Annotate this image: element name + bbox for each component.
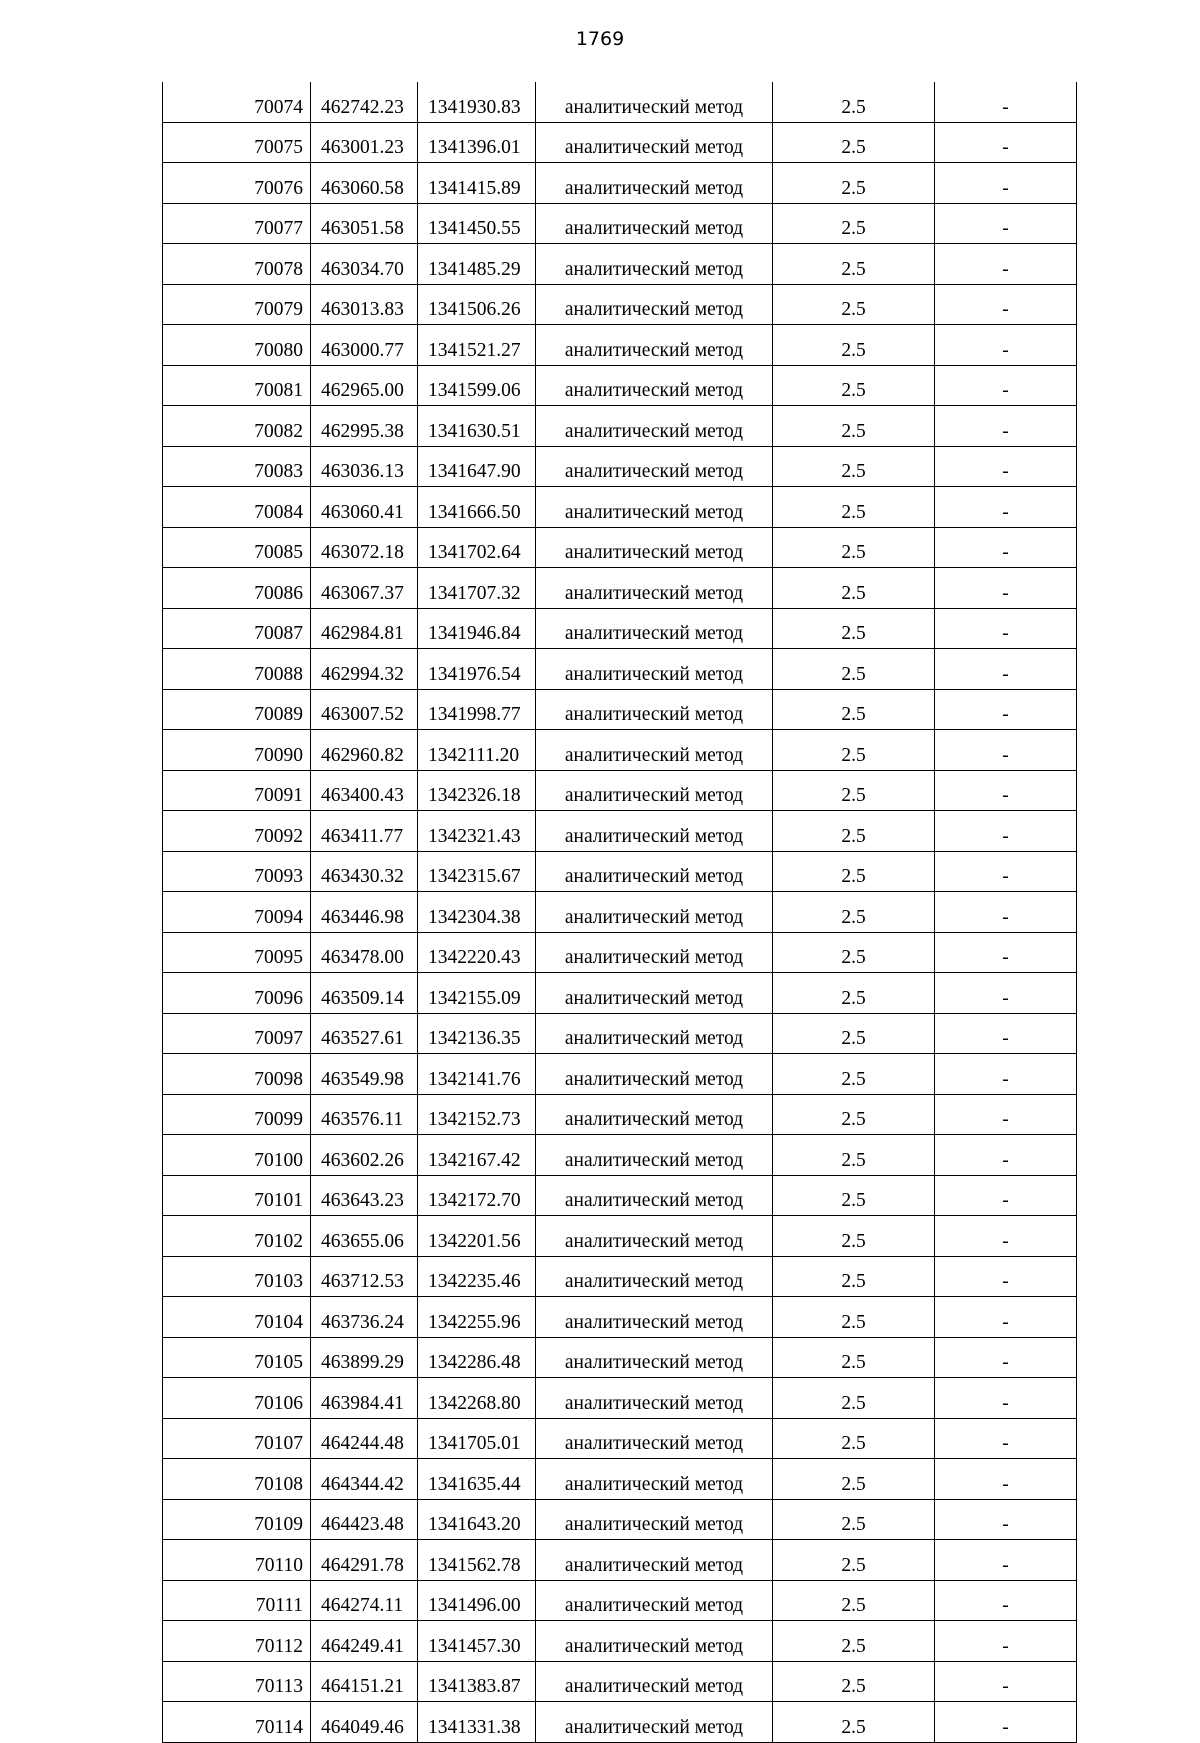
description-cell: - [935,892,1077,933]
table-row [163,811,1077,852]
point-number-cell: 70085 [163,527,311,568]
table-row [163,325,1077,366]
accuracy-cell: 2.5 [773,1135,935,1176]
table-row [163,203,1077,244]
accuracy-cell: 2.5 [773,1216,935,1257]
point-number-cell: 70089 [163,689,311,730]
accuracy-cell: 2.5 [773,325,935,366]
accuracy-cell: 2.5 [773,1540,935,1581]
description-cell: - [935,1378,1077,1419]
table-row [163,406,1077,447]
y-coordinate-cell: 1341946.84 [418,608,536,649]
description-cell: - [935,689,1077,730]
accuracy-cell: 2.5 [773,1013,935,1054]
x-coordinate-cell: 463411.77 [311,811,418,852]
method-cell: аналитический метод [536,1013,773,1054]
description-cell: - [935,365,1077,406]
description-cell: - [935,1175,1077,1216]
description-cell: - [935,1459,1077,1500]
description-cell: - [935,851,1077,892]
description-cell: - [935,203,1077,244]
method-cell: аналитический метод [536,1621,773,1662]
method-cell: аналитический метод [536,1418,773,1459]
accuracy-cell: 2.5 [773,1418,935,1459]
table-row [163,1540,1077,1581]
point-number-cell: 70082 [163,406,311,447]
x-coordinate-cell: 463478.00 [311,932,418,973]
point-number-cell: 70113 [163,1661,311,1702]
point-number-cell: 70095 [163,932,311,973]
description-cell: - [935,932,1077,973]
method-cell: аналитический метод [536,892,773,933]
x-coordinate-cell: 463034.70 [311,244,418,285]
point-number-cell: 70106 [163,1378,311,1419]
y-coordinate-cell: 1342136.35 [418,1013,536,1054]
y-coordinate-cell: 1342152.73 [418,1094,536,1135]
accuracy-cell: 2.5 [773,163,935,204]
description-cell: - [935,82,1077,122]
method-cell: аналитический метод [536,1337,773,1378]
description-cell: - [935,608,1077,649]
x-coordinate-cell: 463400.43 [311,770,418,811]
y-coordinate-cell: 1342201.56 [418,1216,536,1257]
accuracy-cell: 2.5 [773,730,935,771]
table-row [163,1580,1077,1621]
table-row [163,1378,1077,1419]
x-coordinate-cell: 464291.78 [311,1540,418,1581]
table-row [163,1661,1077,1702]
y-coordinate-cell: 1341643.20 [418,1499,536,1540]
method-cell: аналитический метод [536,82,773,122]
method-cell: аналитический метод [536,1378,773,1419]
table-row [163,527,1077,568]
y-coordinate-cell: 1342155.09 [418,973,536,1014]
y-coordinate-cell: 1341666.50 [418,487,536,528]
y-coordinate-cell: 1342235.46 [418,1256,536,1297]
description-cell: - [935,649,1077,690]
x-coordinate-cell: 463527.61 [311,1013,418,1054]
table-row [163,365,1077,406]
x-coordinate-cell: 463655.06 [311,1216,418,1257]
accuracy-cell: 2.5 [773,1499,935,1540]
y-coordinate-cell: 1342220.43 [418,932,536,973]
accuracy-cell: 2.5 [773,1297,935,1338]
method-cell: аналитический метод [536,932,773,973]
accuracy-cell: 2.5 [773,1580,935,1621]
description-cell: - [935,973,1077,1014]
method-cell: аналитический метод [536,1580,773,1621]
method-cell: аналитический метод [536,1135,773,1176]
point-number-cell: 70086 [163,568,311,609]
point-number-cell: 70107 [163,1418,311,1459]
point-number-cell: 70109 [163,1499,311,1540]
method-cell: аналитический метод [536,1459,773,1500]
y-coordinate-cell: 1341415.89 [418,163,536,204]
point-number-cell: 70083 [163,446,311,487]
description-cell: - [935,122,1077,163]
page-number: 1769 [575,28,625,50]
table-row [163,568,1077,609]
description-cell: - [935,325,1077,366]
y-coordinate-cell: 1341707.32 [418,568,536,609]
description-cell: - [935,1135,1077,1176]
method-cell: аналитический метод [536,1054,773,1095]
x-coordinate-cell: 462984.81 [311,608,418,649]
point-number-cell: 70103 [163,1256,311,1297]
description-cell: - [935,568,1077,609]
accuracy-cell: 2.5 [773,122,935,163]
x-coordinate-cell: 463060.41 [311,487,418,528]
method-cell: аналитический метод [536,1661,773,1702]
coordinates-table-body [163,82,1077,1742]
table-row [163,1621,1077,1662]
description-cell: - [935,1702,1077,1743]
description-cell: - [935,1337,1077,1378]
description-cell: - [935,1297,1077,1338]
point-number-cell: 70081 [163,365,311,406]
y-coordinate-cell: 1342141.76 [418,1054,536,1095]
table-row [163,1216,1077,1257]
point-number-cell: 70110 [163,1540,311,1581]
point-number-cell: 70077 [163,203,311,244]
accuracy-cell: 2.5 [773,1661,935,1702]
x-coordinate-cell: 464344.42 [311,1459,418,1500]
method-cell: аналитический метод [536,1094,773,1135]
x-coordinate-cell: 463001.23 [311,122,418,163]
point-number-cell: 70074 [163,82,311,122]
point-number-cell: 70092 [163,811,311,852]
table-row [163,122,1077,163]
x-coordinate-cell: 464249.41 [311,1621,418,1662]
x-coordinate-cell: 463576.11 [311,1094,418,1135]
table-row [163,851,1077,892]
method-cell: аналитический метод [536,811,773,852]
description-cell: - [935,811,1077,852]
y-coordinate-cell: 1341599.06 [418,365,536,406]
y-coordinate-cell: 1341450.55 [418,203,536,244]
accuracy-cell: 2.5 [773,284,935,325]
x-coordinate-cell: 463067.37 [311,568,418,609]
x-coordinate-cell: 462965.00 [311,365,418,406]
description-cell: - [935,1256,1077,1297]
point-number-cell: 70102 [163,1216,311,1257]
point-number-cell: 70096 [163,973,311,1014]
table-row [163,1499,1077,1540]
coordinates-table [162,82,1077,1743]
accuracy-cell: 2.5 [773,406,935,447]
method-cell: аналитический метод [536,1540,773,1581]
point-number-cell: 70097 [163,1013,311,1054]
x-coordinate-cell: 463051.58 [311,203,418,244]
table-row [163,163,1077,204]
method-cell: аналитический метод [536,1216,773,1257]
table-row [163,1054,1077,1095]
table-row [163,1337,1077,1378]
accuracy-cell: 2.5 [773,1175,935,1216]
point-number-cell: 70112 [163,1621,311,1662]
point-number-cell: 70084 [163,487,311,528]
x-coordinate-cell: 463984.41 [311,1378,418,1419]
table-row [163,446,1077,487]
x-coordinate-cell: 462995.38 [311,406,418,447]
table-row [163,932,1077,973]
y-coordinate-cell: 1341635.44 [418,1459,536,1500]
y-coordinate-cell: 1341496.00 [418,1580,536,1621]
x-coordinate-cell: 463549.98 [311,1054,418,1095]
accuracy-cell: 2.5 [773,82,935,122]
y-coordinate-cell: 1342268.80 [418,1378,536,1419]
table-row [163,1175,1077,1216]
point-number-cell: 70111 [163,1580,311,1621]
accuracy-cell: 2.5 [773,1702,935,1743]
x-coordinate-cell: 463643.23 [311,1175,418,1216]
description-cell: - [935,406,1077,447]
accuracy-cell: 2.5 [773,851,935,892]
description-cell: - [935,1418,1077,1459]
x-coordinate-cell: 464274.11 [311,1580,418,1621]
method-cell: аналитический метод [536,446,773,487]
method-cell: аналитический метод [536,1499,773,1540]
y-coordinate-cell: 1341702.64 [418,527,536,568]
y-coordinate-cell: 1342321.43 [418,811,536,852]
method-cell: аналитический метод [536,1702,773,1743]
table-row [163,1094,1077,1135]
y-coordinate-cell: 1341506.26 [418,284,536,325]
description-cell: - [935,446,1077,487]
accuracy-cell: 2.5 [773,649,935,690]
x-coordinate-cell: 464151.21 [311,1661,418,1702]
point-number-cell: 70099 [163,1094,311,1135]
method-cell: аналитический метод [536,770,773,811]
y-coordinate-cell: 1342304.38 [418,892,536,933]
method-cell: аналитический метод [536,122,773,163]
y-coordinate-cell: 1342326.18 [418,770,536,811]
point-number-cell: 70076 [163,163,311,204]
description-cell: - [935,1580,1077,1621]
y-coordinate-cell: 1341521.27 [418,325,536,366]
x-coordinate-cell: 462994.32 [311,649,418,690]
x-coordinate-cell: 462742.23 [311,82,418,122]
method-cell: аналитический метод [536,487,773,528]
x-coordinate-cell: 463430.32 [311,851,418,892]
method-cell: аналитический метод [536,527,773,568]
method-cell: аналитический метод [536,284,773,325]
accuracy-cell: 2.5 [773,973,935,1014]
description-cell: - [935,770,1077,811]
x-coordinate-cell: 464244.48 [311,1418,418,1459]
y-coordinate-cell: 1341630.51 [418,406,536,447]
description-cell: - [935,1216,1077,1257]
accuracy-cell: 2.5 [773,1378,935,1419]
description-cell: - [935,1094,1077,1135]
description-cell: - [935,1661,1077,1702]
y-coordinate-cell: 1341647.90 [418,446,536,487]
y-coordinate-cell: 1341930.83 [418,82,536,122]
x-coordinate-cell: 463712.53 [311,1256,418,1297]
point-number-cell: 70088 [163,649,311,690]
table-row [163,608,1077,649]
point-number-cell: 70114 [163,1702,311,1743]
table-row [163,1702,1077,1743]
point-number-cell: 70104 [163,1297,311,1338]
method-cell: аналитический метод [536,163,773,204]
table-row [163,649,1077,690]
x-coordinate-cell: 464423.48 [311,1499,418,1540]
table-row [163,82,1077,122]
table-row [163,770,1077,811]
accuracy-cell: 2.5 [773,244,935,285]
y-coordinate-cell: 1341457.30 [418,1621,536,1662]
description-cell: - [935,163,1077,204]
table-row [163,973,1077,1014]
table-row [163,1418,1077,1459]
accuracy-cell: 2.5 [773,1459,935,1500]
point-number-cell: 70080 [163,325,311,366]
point-number-cell: 70087 [163,608,311,649]
table-row [163,689,1077,730]
method-cell: аналитический метод [536,203,773,244]
description-cell: - [935,730,1077,771]
x-coordinate-cell: 463899.29 [311,1337,418,1378]
method-cell: аналитический метод [536,973,773,1014]
y-coordinate-cell: 1341331.38 [418,1702,536,1743]
point-number-cell: 70101 [163,1175,311,1216]
point-number-cell: 70100 [163,1135,311,1176]
description-cell: - [935,284,1077,325]
x-coordinate-cell: 463072.18 [311,527,418,568]
table-row [163,892,1077,933]
point-number-cell: 70075 [163,122,311,163]
accuracy-cell: 2.5 [773,568,935,609]
description-cell: - [935,1013,1077,1054]
description-cell: - [935,1540,1077,1581]
y-coordinate-cell: 1341705.01 [418,1418,536,1459]
y-coordinate-cell: 1342167.42 [418,1135,536,1176]
table-row [163,487,1077,528]
x-coordinate-cell: 463013.83 [311,284,418,325]
accuracy-cell: 2.5 [773,689,935,730]
table-row [163,244,1077,285]
x-coordinate-cell: 463736.24 [311,1297,418,1338]
accuracy-cell: 2.5 [773,770,935,811]
y-coordinate-cell: 1342315.67 [418,851,536,892]
method-cell: аналитический метод [536,244,773,285]
description-cell: - [935,1054,1077,1095]
point-number-cell: 70091 [163,770,311,811]
table-row [163,1135,1077,1176]
x-coordinate-cell: 463036.13 [311,446,418,487]
method-cell: аналитический метод [536,649,773,690]
method-cell: аналитический метод [536,406,773,447]
accuracy-cell: 2.5 [773,446,935,487]
accuracy-cell: 2.5 [773,1337,935,1378]
accuracy-cell: 2.5 [773,1054,935,1095]
description-cell: - [935,1621,1077,1662]
x-coordinate-cell: 462960.82 [311,730,418,771]
y-coordinate-cell: 1341562.78 [418,1540,536,1581]
x-coordinate-cell: 463446.98 [311,892,418,933]
accuracy-cell: 2.5 [773,527,935,568]
table-row [163,284,1077,325]
point-number-cell: 70078 [163,244,311,285]
method-cell: аналитический метод [536,1256,773,1297]
y-coordinate-cell: 1341396.01 [418,122,536,163]
point-number-cell: 70098 [163,1054,311,1095]
y-coordinate-cell: 1341485.29 [418,244,536,285]
accuracy-cell: 2.5 [773,932,935,973]
point-number-cell: 70090 [163,730,311,771]
accuracy-cell: 2.5 [773,365,935,406]
accuracy-cell: 2.5 [773,1094,935,1135]
point-number-cell: 70094 [163,892,311,933]
x-coordinate-cell: 463060.58 [311,163,418,204]
description-cell: - [935,487,1077,528]
y-coordinate-cell: 1342286.48 [418,1337,536,1378]
point-number-cell: 70079 [163,284,311,325]
method-cell: аналитический метод [536,568,773,609]
point-number-cell: 70093 [163,851,311,892]
method-cell: аналитический метод [536,689,773,730]
accuracy-cell: 2.5 [773,811,935,852]
accuracy-cell: 2.5 [773,487,935,528]
method-cell: аналитический метод [536,325,773,366]
point-number-cell: 70108 [163,1459,311,1500]
method-cell: аналитический метод [536,851,773,892]
method-cell: аналитический метод [536,1297,773,1338]
x-coordinate-cell: 463602.26 [311,1135,418,1176]
y-coordinate-cell: 1341383.87 [418,1661,536,1702]
table-row [163,1297,1077,1338]
description-cell: - [935,244,1077,285]
description-cell: - [935,1499,1077,1540]
y-coordinate-cell: 1342111.20 [418,730,536,771]
y-coordinate-cell: 1342172.70 [418,1175,536,1216]
x-coordinate-cell: 463007.52 [311,689,418,730]
accuracy-cell: 2.5 [773,203,935,244]
accuracy-cell: 2.5 [773,1621,935,1662]
x-coordinate-cell: 463000.77 [311,325,418,366]
method-cell: аналитический метод [536,730,773,771]
method-cell: аналитический метод [536,608,773,649]
x-coordinate-cell: 463509.14 [311,973,418,1014]
table-row [163,730,1077,771]
table-row [163,1013,1077,1054]
y-coordinate-cell: 1341998.77 [418,689,536,730]
accuracy-cell: 2.5 [773,608,935,649]
x-coordinate-cell: 464049.46 [311,1702,418,1743]
y-coordinate-cell: 1341976.54 [418,649,536,690]
method-cell: аналитический метод [536,1175,773,1216]
accuracy-cell: 2.5 [773,892,935,933]
description-cell: - [935,527,1077,568]
table-row [163,1459,1077,1500]
accuracy-cell: 2.5 [773,1256,935,1297]
point-number-cell: 70105 [163,1337,311,1378]
table-row [163,1256,1077,1297]
method-cell: аналитический метод [536,365,773,406]
y-coordinate-cell: 1342255.96 [418,1297,536,1338]
